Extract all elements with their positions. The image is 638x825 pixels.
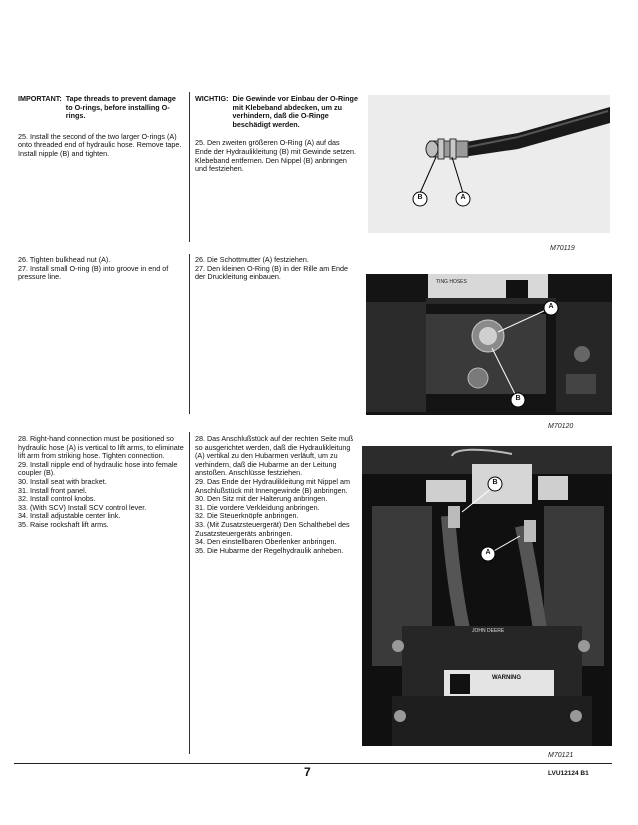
important-label: IMPORTANT: (18, 94, 62, 103)
column-divider (189, 92, 190, 242)
photo-label-john-deere: JOHN DEERE (472, 628, 505, 634)
de-step-25: 25. Den zweiten größeren O-Ring (A) auf das Ende der Hydraulikleitung (B) mit Gewinde setzen. Klebeband entfernen. Den Nippel (B) anbringen und festziehen. (195, 138, 356, 174)
photo-m70121 (362, 446, 612, 746)
en-column-2 (18, 256, 184, 282)
de-steps-26-27: 26. Die Schottmutter (A) festziehen. 27. Den kleinen O-Ring (B) in der Rille am Ende der Druckleitung einbauen. (195, 255, 349, 282)
en-step-25: 25. Install the second of the two larger O-rings (A) onto threaded end of hydraulic hose. Remove tape. Install nipple (B) and tighten. (18, 131, 182, 158)
photo-m70120 (366, 274, 612, 415)
wichtig-text: Die Gewinde vor Einbau der O-Ringe mit Klebeband abdecken, um zu verhindern, daß die O-Ringe beschädigt werden. (232, 94, 358, 129)
important-text: Tape threads to prevent damage to O-rings, before installing O-rings. (65, 94, 176, 121)
page-number: 7 (304, 765, 311, 779)
en-important-notice (18, 95, 184, 121)
callout-a: A (460, 194, 466, 201)
de-steps-28-35: 28. Das Anschlußstück auf der rechten Seite muß so ausgerichtet werden, daß die Hydraulikleitung (A) vertikal zu den Hubarmen verläuft, um zu verhindern, daß die Hubarme an der Leitung anstoßen. Anschlüsse festziehen. 29. Das Ende der Hydraulikleitung mit Nippel am Anschlußstück mit Innengewinde (B) anbringen. 30. Den Sitz mit der Halterung anbringen. 31. Die vordere Verkleidung anbringen. 32. Die Steuerknöpfe anbringen. 33. (Mit Zusatzsteuergerät) Den Schalthebel des Zusatzsteuergeräts anbringen. 34. Den einstellbaren Oberlenker anbringen. 35. Die Hubarme der Regelhydraulik anheben. (195, 434, 354, 555)
callout-b: B (515, 395, 521, 402)
callout-a: A (548, 303, 554, 310)
en-column-3 (18, 435, 184, 530)
de-column-1 (195, 95, 358, 174)
column-divider (189, 254, 190, 414)
callout-b: B (492, 479, 498, 486)
en-steps-28-35: 28. Right-hand connection must be positioned so hydraulic hose (A) is vertical to lift arms, to eliminate lift arm from striking hose. Tighten connection. 29. Install nipple end of hydraulic hose into female coupler (B). 30. Install seat with bracket. 31. Install front panel. 32. Install control knobs. 33. (With SCV) Install SCV control lever. 34. Install adjustable center link. 35. Raise rockshaft lift arms. (18, 434, 184, 529)
de-column-3 (195, 435, 358, 555)
en-column-1 (18, 95, 184, 159)
photo-label-warning: WARNING (492, 675, 521, 681)
document-id: LVU12124 B1 (548, 770, 589, 777)
photo-m70119 (368, 95, 610, 233)
de-wichtig-notice (195, 95, 358, 129)
de-column-2 (195, 256, 358, 282)
column-divider (189, 432, 190, 754)
callout-b: B (417, 194, 423, 201)
figure-id-m70119: M70119 (550, 245, 575, 252)
footer-rule (14, 763, 612, 764)
figure-id-m70120: M70120 (548, 423, 574, 430)
en-steps-26-27: 26. Tighten bulkhead nut (A). 27. Install small O-ring (B) into groove in end of pressure line. (18, 255, 169, 282)
photo-label-hoses: TING HOSES (436, 279, 467, 285)
figure-id-m70121: M70121 (548, 752, 574, 759)
wichtig-label: WICHTIG: (195, 94, 229, 103)
callout-a: A (485, 549, 491, 556)
